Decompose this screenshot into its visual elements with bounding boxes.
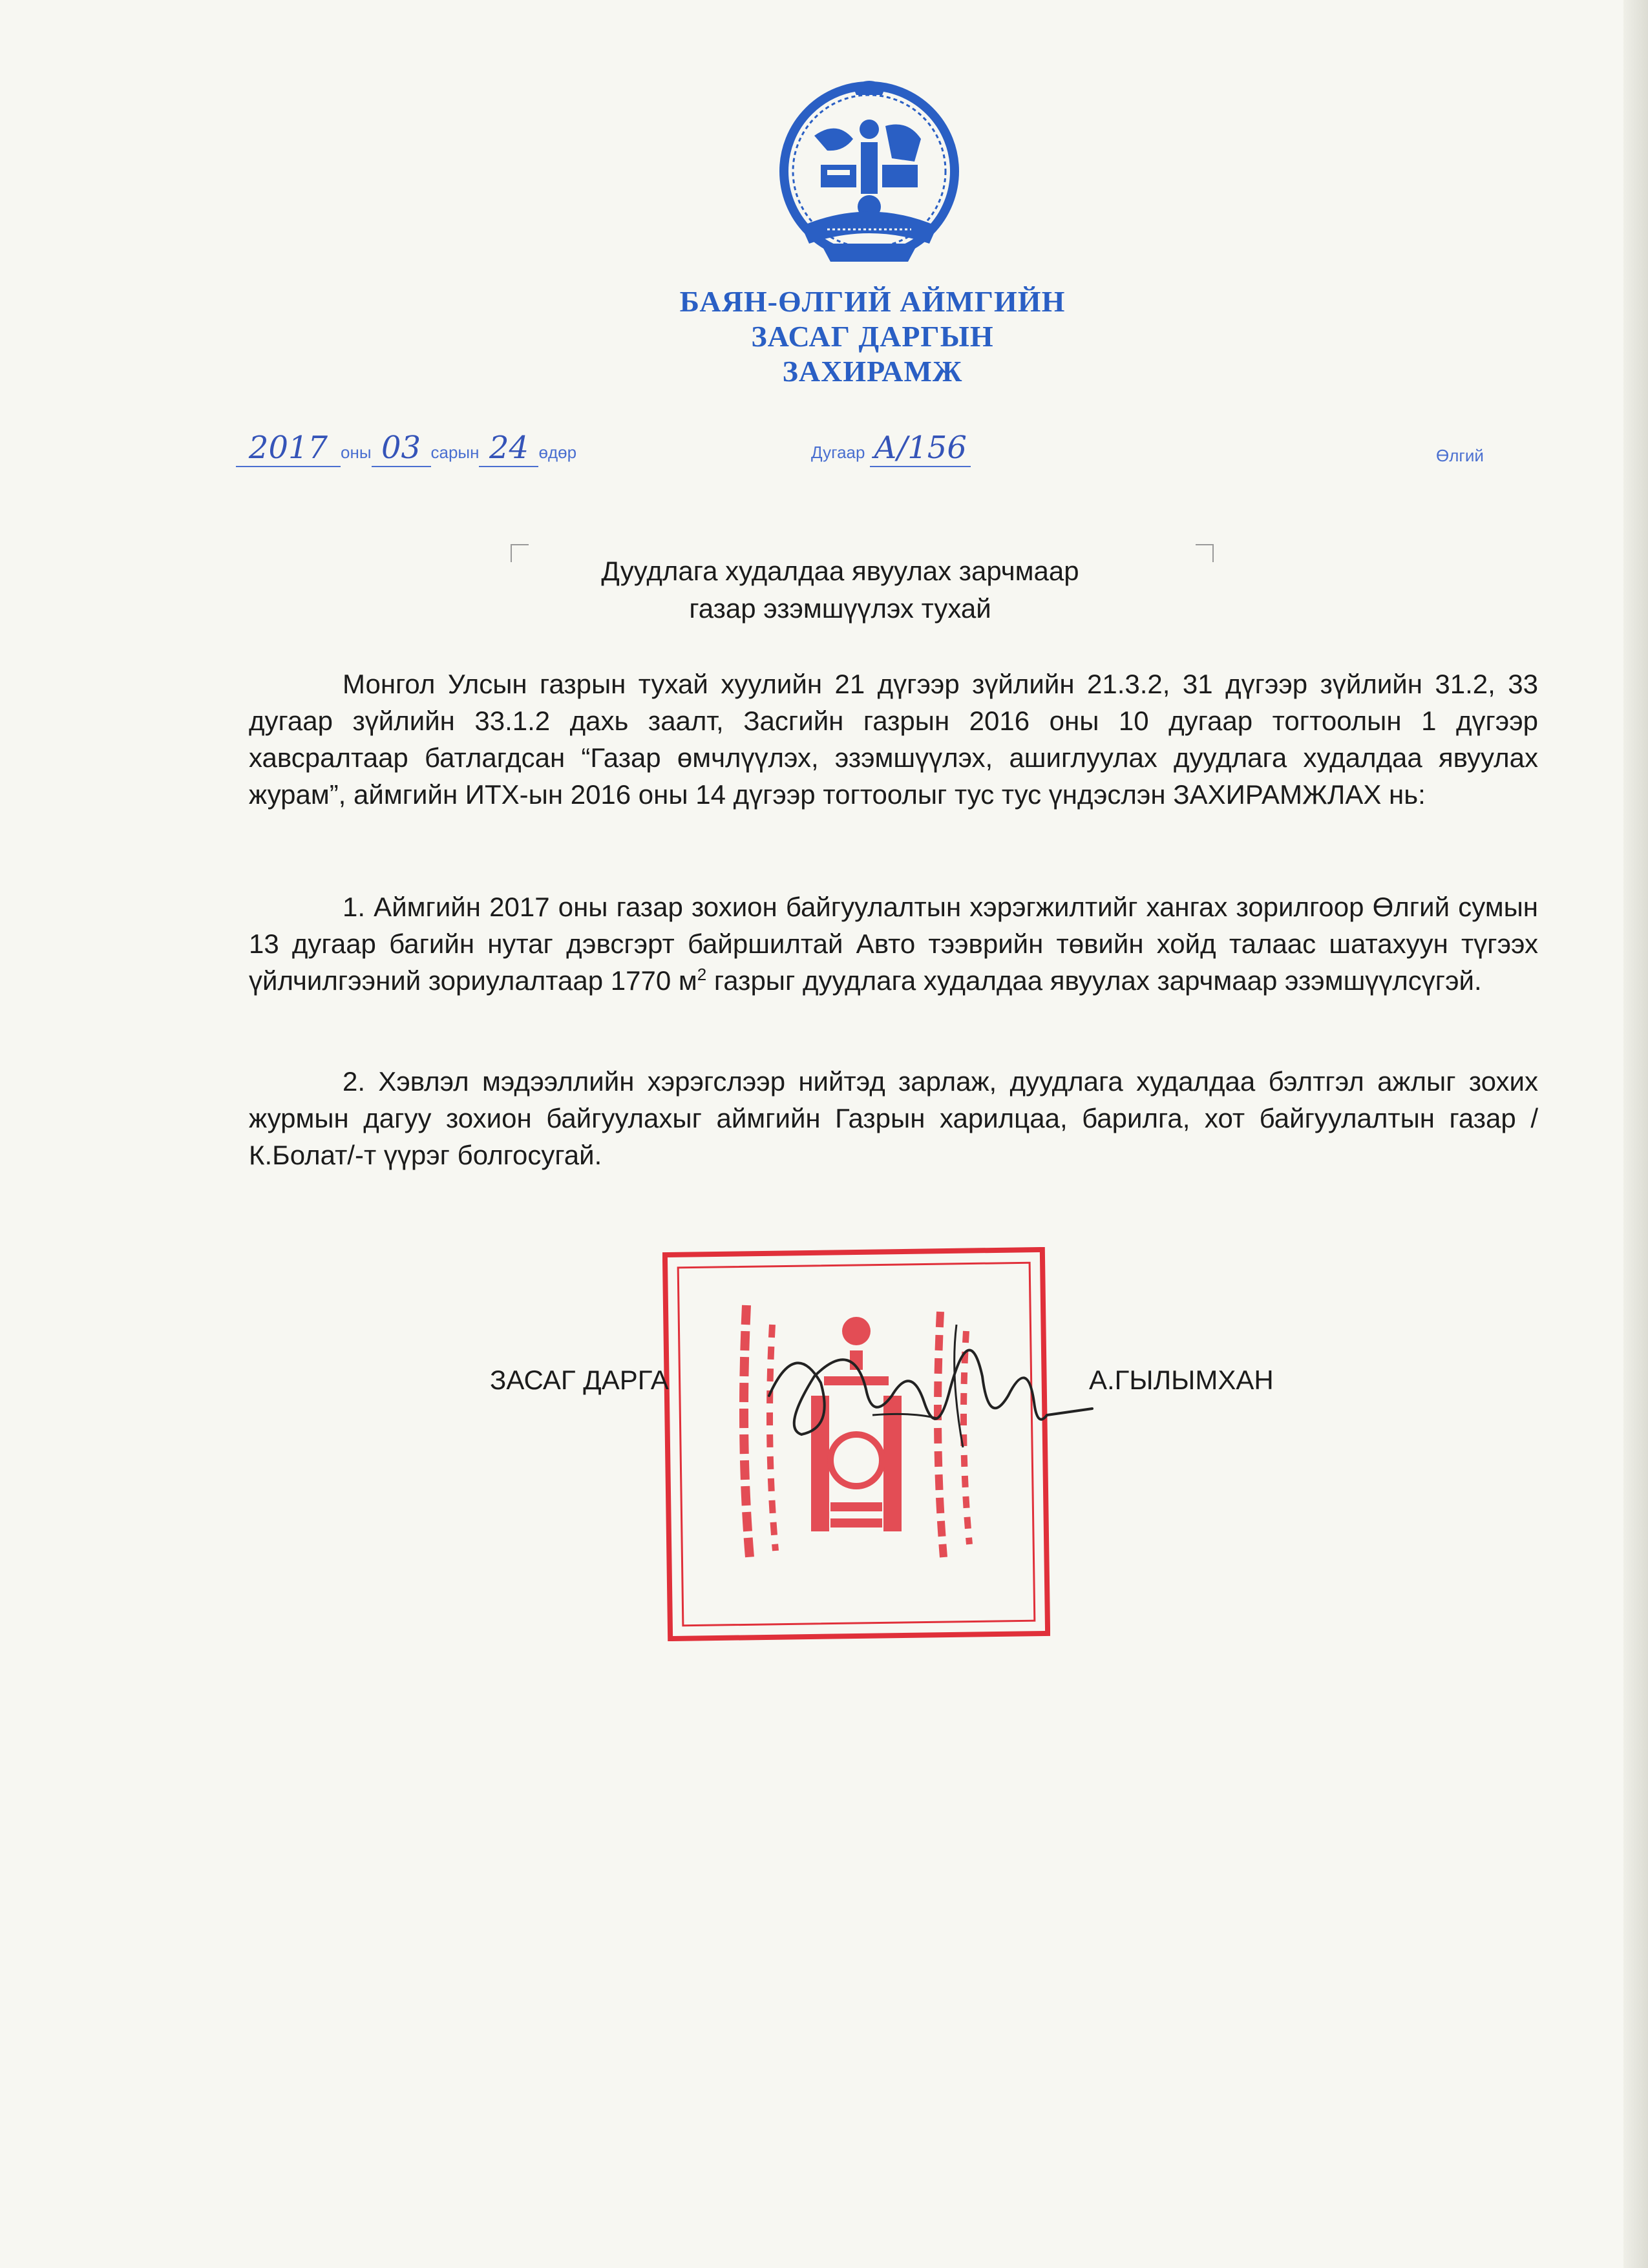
title-line-1: Дуудлага худалдаа явуулах зарчмаар [601, 556, 1079, 586]
number-value: А/156 [870, 430, 971, 467]
preamble-paragraph [249, 666, 1538, 813]
document-place: Өлгий [1436, 446, 1484, 465]
item-1-text: 1. Аймгийн 2017 оны газар зохион байгуулалтын хэрэгжилтийг хангах зорилгоор Өлгий сумын 13 дугаар багийн нутаг дэвсгэрт байршилтай Авто тээврийн төвийн хойд талаас шатахуун түгээх үйлчилгээний зориулалтаар 1770 м [249, 892, 1538, 996]
organization-header [582, 284, 1163, 389]
item-2-text: 2. Хэвлэл мэдээллийн хэрэгслээр нийтэд зарлаж, дуудлага худалдаа бэлтгэл ажлыг зохих журмын дагуу зохион байгуулахыг аймгийн Газрын харилцаа, барилга, хот байгуулалтын газар /К.Болат/-т үүрэг болгосугай. [249, 1066, 1538, 1170]
signatory-name: А.ГЫЛЫМХАН [1089, 1365, 1274, 1395]
title-line-2: газар эзэмшүүлэх тухай [689, 593, 991, 624]
date-year: 2017 [236, 430, 341, 467]
date-month: 03 [372, 430, 431, 467]
preamble-text: Монгол Улсын газрын тухай хуулийн 21 дүгээр зүйлийн 21.3.2, 31 дүгээр зүйлийн 31.2, 33 дугаар зүйлийн 33.1.2 дахь заалт, Засгийн газрын 2016 оны 10 дугаар тогтоолын 1 дүгээр хавсралтаар батлагдсан “Газар өмчлүүлэх, эзэмшүүлэх, ашиглуулах дуудлага худалдаа явуулах журам”, аймгийн ИТХ-ын 2016 оны 14 дүгээр тогтоолыг тус тус үндэслэн ЗАХИРАМЖЛАХ нь: [249, 669, 1538, 810]
header-line-1: БАЯН-ӨЛГИЙ АЙМГИЙН [679, 285, 1066, 318]
date-day-suffix: өдөр [538, 443, 577, 462]
handwritten-signature-icon [743, 1299, 1105, 1486]
header-line-2: ЗАСАГ ДАРГЫН [751, 320, 994, 353]
header-line-3: ЗАХИРАМЖ [782, 355, 963, 388]
date-year-suffix: оны [341, 443, 372, 462]
state-emblem-icon [776, 74, 963, 271]
item-1-superscript: 2 [697, 965, 707, 984]
number-label: Дугаар [811, 443, 865, 462]
order-item-2 [249, 1063, 1538, 1173]
document-number [811, 430, 971, 467]
date-day: 24 [479, 430, 538, 467]
document-title [452, 552, 1228, 627]
item-1-text-end: газрыг дуудлага худалдаа явуулах зарчмаар эзэмшүүлсүгэй. [706, 965, 1482, 996]
document-date [236, 430, 576, 467]
signatory-title: ЗАСАГ ДАРГА [490, 1365, 669, 1395]
order-item-1 [249, 888, 1538, 999]
page-edge [1623, 0, 1648, 2268]
date-month-suffix: сарын [430, 443, 480, 462]
